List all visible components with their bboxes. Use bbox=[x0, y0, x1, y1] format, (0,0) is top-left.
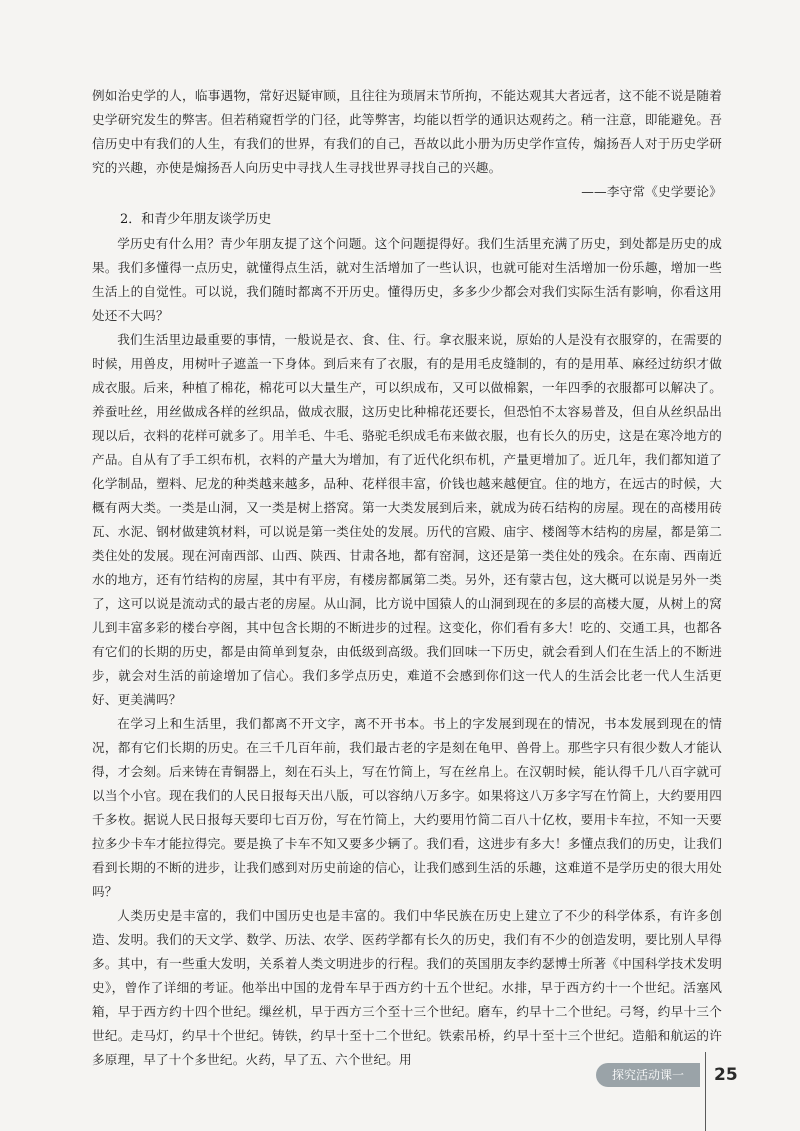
quote-attribution: ——李守常《史学要论》 bbox=[581, 184, 722, 199]
body-paragraph: 在学习上和生活里，我们都离不开文字，离不开书本。书上的字发展到现在的情况，书本发展到现在的情况，都有它们长期的历史。在三千几百年前，我们最古老的字是刻在龟甲、兽骨上。那些字只有很少数人才能认得，才会刻。后来铸在青铜器上，刻在石头上，写在竹简上，写在丝帛上。在汉朝时候，能认得千几八百字就可以当个小官。现在我们的人民日报每天出八版，可以容纳八万多字。如果将这八万多字写在竹简上，大约要用四千多枚。据说人民日报每天要印七百万份，写在竹简上，大约要用竹简二百八十亿枚，要用卡车拉，不知一天要拉多少卡车才能拉得完。要是换了卡车不知又要多少辆了。我们看，这进步有多大！多懂点我们的历史，让我们看到长期的不断的进步，让我们感到对历史前途的信心，让我们感到生活的乐趣，这难道不是学历史的很大用处吗？ bbox=[92, 716, 722, 899]
page-body bbox=[92, 84, 722, 1072]
page-number: 25 bbox=[714, 1065, 738, 1085]
intro-paragraph: 例如治史学的人，临事遇物，常好迟疑审顾，且往往为琐屑末节所拘，不能达观其大者远者，这不能不说是随着史学研究发生的弊害。但若稍窥哲学的门径，此等弊害，均能以哲学的通识达观药之。稍一注意，即能避免。吾信历史中有我们的人生，有我们的世界，有我们的自己，吾故以此小册为历史学作宣传，煽扬吾人对于历史学研究的兴趣，亦使是煽扬吾人向历史中寻找人生寻找世界寻找自己的兴趣。 bbox=[92, 88, 722, 175]
body-paragraph: 人类历史是丰富的，我们中国历史也是丰富的。我们中华民族在历史上建立了不少的科学体系，有许多创造、发明。我们的天文学、数学、历法、农学、医药学都有长久的历史，我们有不少的创造发明，要比别人早得多。其中，有一些重大发明，关系着人类文明进步的行程。我们的英国朋友李约瑟博士所著《中国科学技术发明史》，曾作了详细的考证。他举出中国的龙骨车早于西方约十五个世纪。水排，早于西方约十一个世纪。活塞风箱，早于西方约十四个世纪。缫丝机，早于西方三个至十三个世纪。磨车，约早十二个世纪。弓弩，约早十三个世纪。走马灯，约早十个世纪。铸铁，约早十至十二个世纪。铁索吊桥，约早十至十三个世纪。造船和航运的许多原理，早了十个多世纪。火药，早了五、六个世纪。用 bbox=[92, 908, 722, 1067]
body-paragraph: 我们生活里边最重要的事情，一般说是衣、食、住、行。拿衣服来说，原始的人是没有衣服穿的，在需要的时候，用兽皮，用树叶子遮盖一下身体。到后来有了衣服，有的是用毛皮缝制的，有的是用革、麻经过纺织才做成衣服。后来，种植了棉花，棉花可以大量生产，可以织成布，又可以做棉絮，一年四季的衣服都可以解决了。养蚕吐丝，用丝做成各样的丝织品，做成衣服，这历史比种棉花还要长，但恐怕不太容易普及，但自从丝织品出现以后，衣料的花样可就多了。用羊毛、牛毛、骆驼毛织成毛布来做衣服，也有长久的历史，这是在寒冷地方的产品。自从有了手工织布机，衣料的产量大为增加，有了近代化织布机，产量更增加了。近几年，我们都知道了化学制品，塑料、尼龙的种类越来越多，品种、花样很丰富，价钱也越来越便宜。住的地方，在远古的时候，大概有两大类。一类是山洞，又一类是树上搭窝。第一大类发展到后来，就成为砖石结构的房屋。现在的高楼用砖瓦、水泥、钢材做建筑材料，可以说是第一类住处的发展。历代的宫殿、庙宇、楼阁等木结构的房屋，都是第二类住处的发展。现在河南西部、山西、陕西、甘肃各地，都有窑洞，这还是第一类住处的残余。在东南、西南近水的地方，还有竹结构的房屋，其中有平房，有楼房都属第二类。另外，还有蒙古包，这大概可以说是另外一类了，这可以说是流动式的最古老的房屋。从山洞，比方说中国猿人的山洞到现在的多层的高楼大厦，从树上的窝儿到丰富多彩的楼台亭阁，其中包含长期的不断进步的过程。这变化，你们看有多大！吃的、交通工具，也都各有它们的长期的历史，都是由简单到复杂，由低级到高级。我们回味一下历史，就会看到人们在生活上的不断进步，就会对生活的前途增加了信心。我们多学点历史，难道不会感到你们这一代人的生活会比老一代人生活更好、更美满吗？ bbox=[92, 332, 722, 707]
footer-divider bbox=[705, 1052, 706, 1131]
body-paragraph: 学历史有什么用？青少年朋友提了这个问题。这个问题提得好。我们生活里充满了历史，到处都是历史的成果。我们多懂得一点历史，就懂得点生活，就对生活增加了一些认识，也就可能对生活增加一份乐趣，增加一些生活上的自觉性。可以说，我们随时都离不开历史。懂得历史，多多少少都会对我们实际生活有影响，你看这用处还不大吗？ bbox=[92, 236, 722, 323]
page-footer bbox=[0, 1052, 800, 1131]
section-tab: 探究活动课一 bbox=[596, 1063, 700, 1087]
section-heading: 2．和青少年朋友谈学历史 bbox=[120, 212, 272, 227]
